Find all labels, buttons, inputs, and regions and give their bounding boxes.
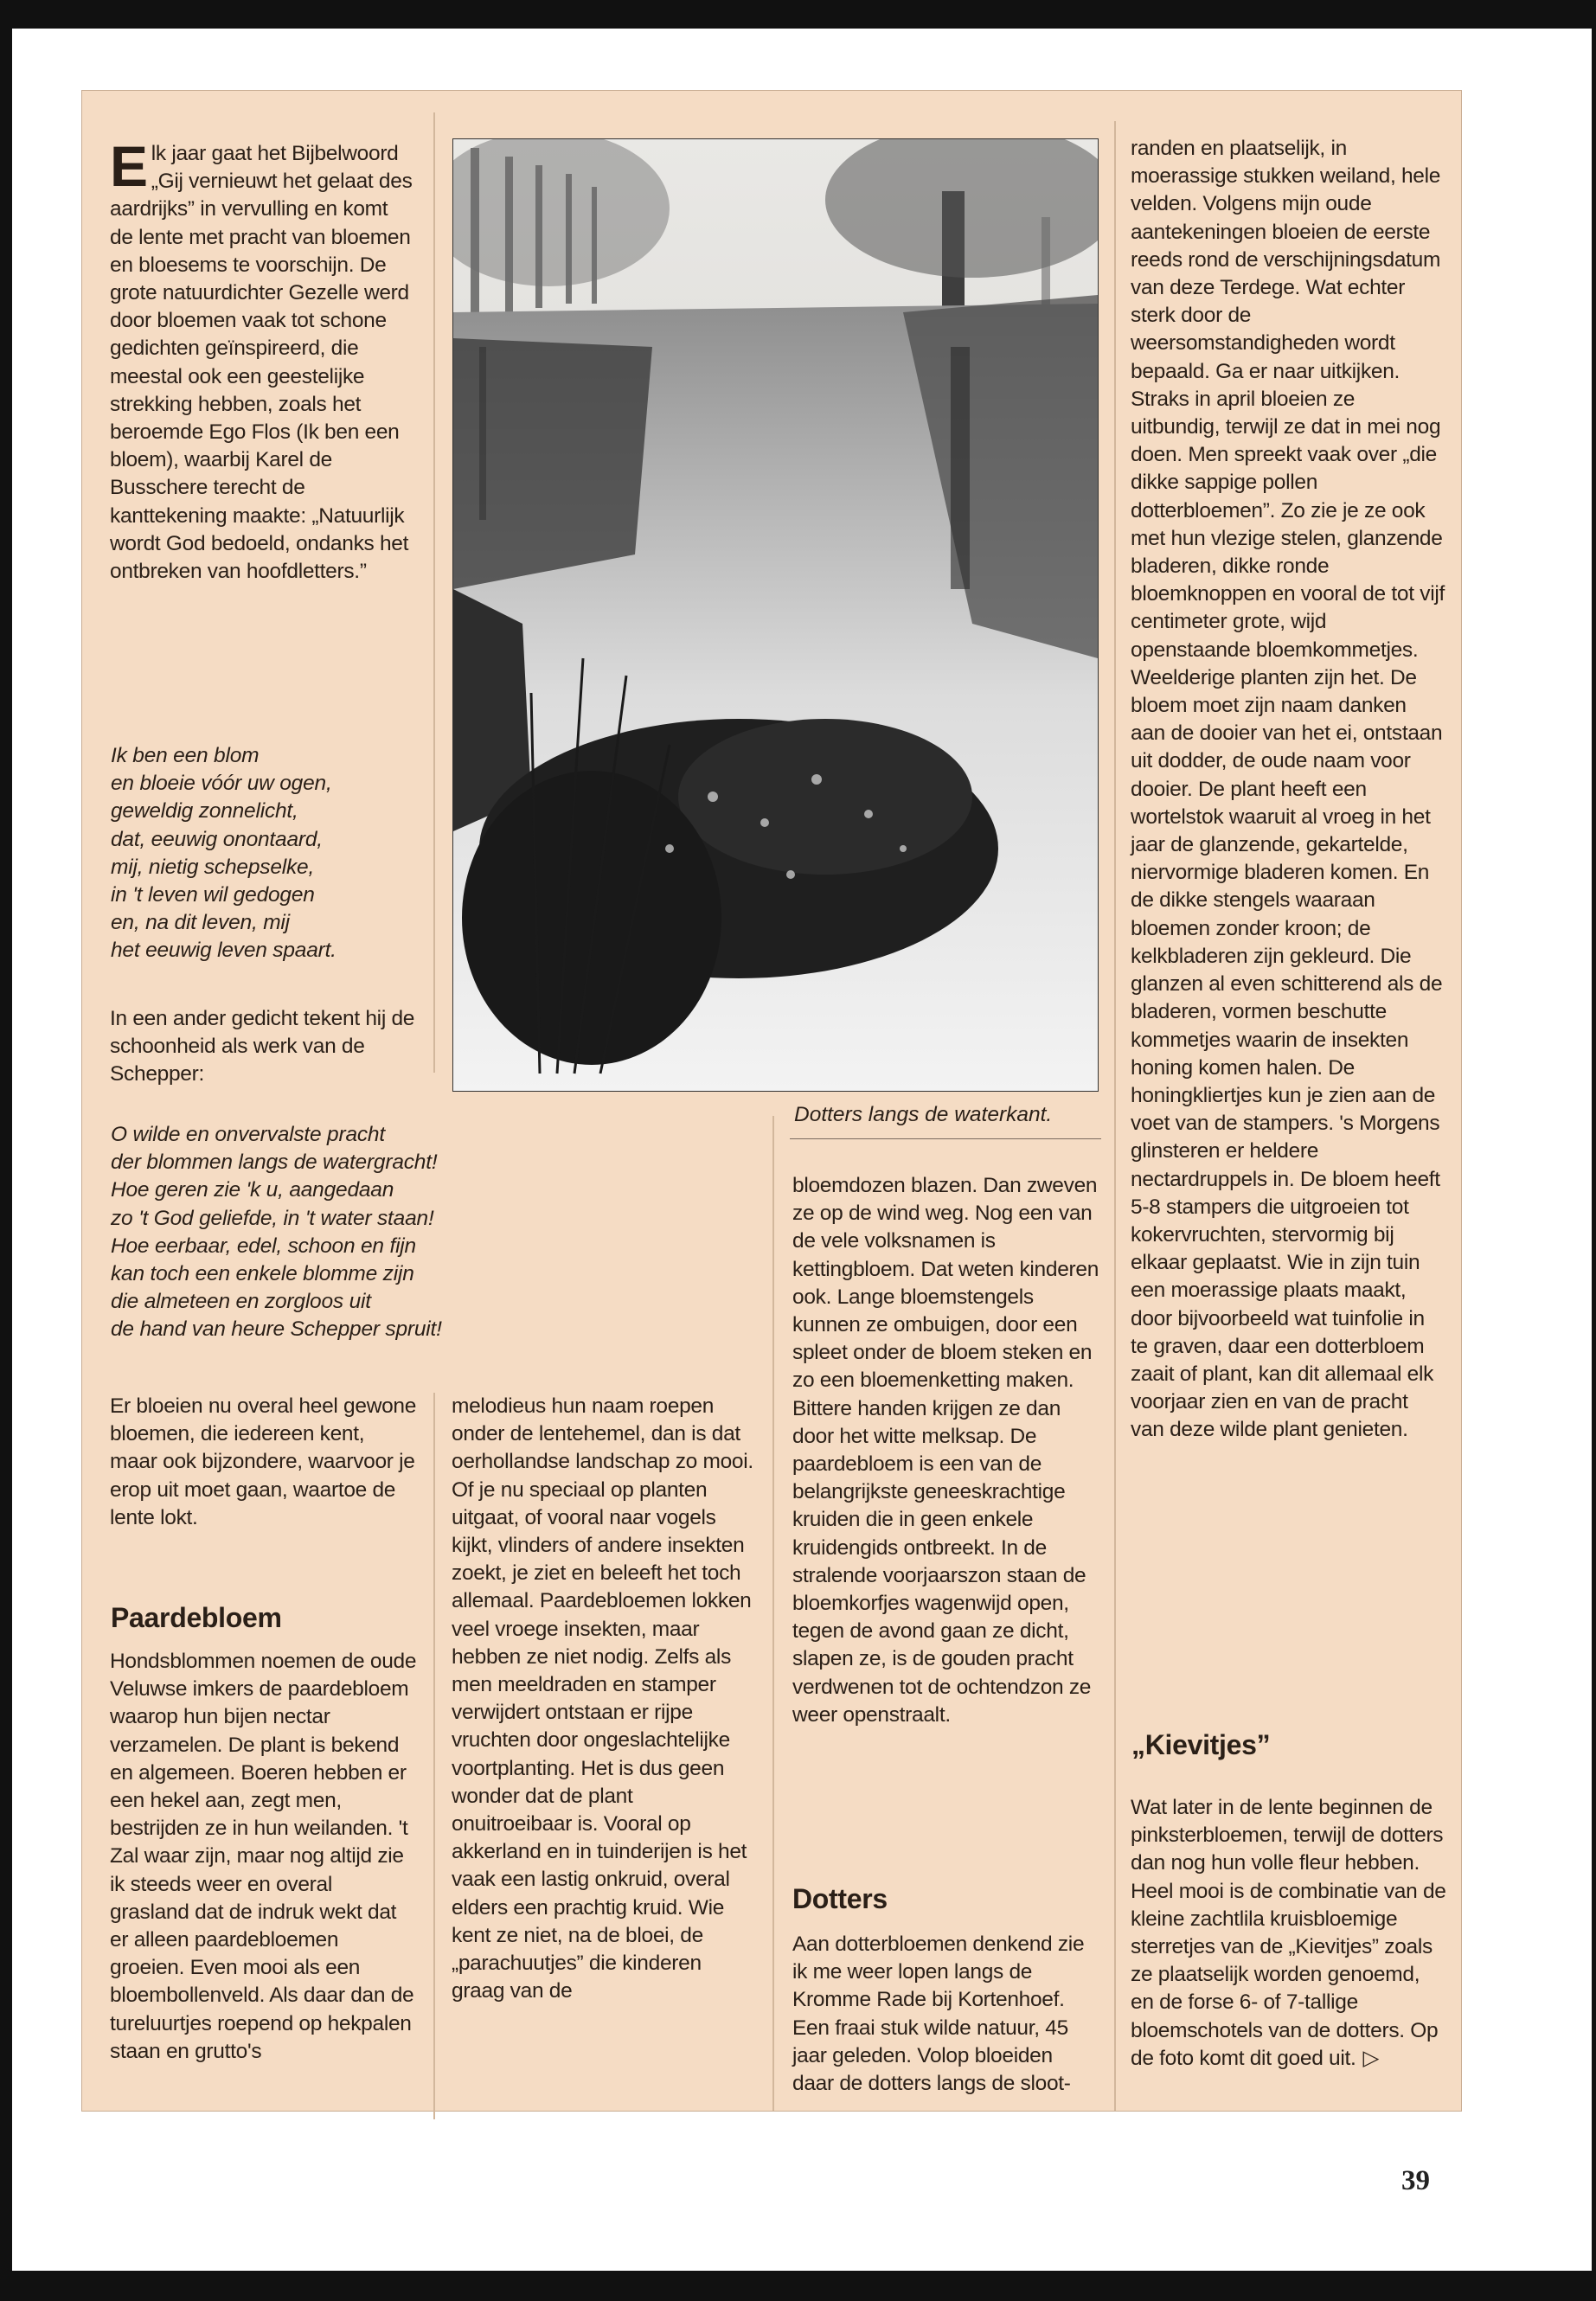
col2-text: melodieus hun naam roepen onder de lentehemel, dan is dat oerhollandse landschap zo mooi. Of je nu speciaal op planten uitgaat, of vooral naar vogels kijkt, vlinders of andere insekten zoekt, je ziet en beleeft het toch allemaal. Paardebloemen lokken veel vroege insekten, maar hebben ze niet nodig. Zelfs als men meeldraden en stamper verwijdert ontstaan er rijpe vruchten door ongeslachtelijke voortplanting. Het is dus geen wonder dat de plant onuitroeibaar is. Vooral op akkerland en in tuinderijen is het vaak een lastig onkruid, overal elders een prachtig kruid. Wie kent ze niet, na de bloei, de „parachuutjes” die kinderen graag van de — [452, 1394, 753, 2003]
poem-ego-flos — [111, 742, 422, 965]
poem-line: geweldig zonnelicht, — [111, 799, 298, 824]
heading-kievitjes: „Kievitjes” — [1131, 1729, 1271, 1760]
poem-line: der blommen langs de watergracht! — [111, 1150, 438, 1175]
paardebloem-paragraph — [110, 1648, 417, 2066]
poem-line: in 't leven wil gedogen — [111, 883, 315, 907]
poem-line: het eeuwig leven spaart. — [111, 939, 337, 963]
col2-paragraph — [452, 1393, 759, 2005]
poem-line: Hoe eerbaar, edel, schoon en fijn — [111, 1234, 416, 1258]
heading-dotters: Dotters — [792, 1883, 888, 1914]
poem-line: en bloeie vóór uw ogen, — [111, 772, 332, 796]
poem-line: Ik ben een blom — [111, 744, 260, 767]
photo-dotters — [452, 138, 1099, 1092]
col3-paragraph — [792, 1172, 1099, 1729]
poem-line: kan toch een enkele blomme zijn — [111, 1262, 414, 1286]
col1-bottom-paragraph — [110, 1393, 417, 1532]
kievitjes-text: Wat later in de lente beginnen de pinksterbloemen, terwijl de dotters dan nog hun volle fleur hebben. Heel mooi is de combinatie van de kleine zachtlila kruisbloemige sterretjes van de „Kievitjes” zoals ze plaatselijk worden genoemd, en de forse 6- of 7-tallige bloemschotels van de dotters. Op de foto komt dit goed uit. — [1131, 1796, 1446, 2070]
photo-caption: Dotters langs de waterkant. — [794, 1103, 1053, 1126]
col4-text: randen en plaatselijk, in moerassige stukken weiland, hele velden. Volgens mijn oude aantekeningen bloeien de eerste reeds rond de verschijningsdatum van deze Terdege. Wat echter sterk door de weersomstandigheden wordt bepaald. Ga er naar uitkijken. Straks in april bloeien ze uitbundig, terwijl ze dat in mei nog doen. Men spreekt vaak over „die dikke sappige pollen dotterbloemen”. Zo zie je ze ook met hun vlezige stelen, glanzende bladeren, dikke ronde bloemknoppen en vooral de tot vijf centimeter grote, wijd openstaande bloemkommetjes. Weelderige planten zijn het. De bloem moet zijn naam danken aan de dooier van het ei, ontstaan uit dodder, de oude naam voor dooier. De plant heeft een wortelstok waaruit al vroeg in het jaar de glanzende, gekartelde, niervormige bladeren komen. En de dikke stengels waaraan bloemen zonder kroon; de kelkbladeren zijn gekleurd. Die glanzen al even schitterend als de bladeren, vormen beschutte kommetjes waarin de insekten honing komen halen. De honingkliertjes kun je zien aan de voet van de stampers. 's Morgens glinsteren er heldere nectardruppels in. De bloem heeft 5-8 stampers die uitgroeien tot kokervruchten, stervormig bij elkaar geplaatst. Wie in zijn tuin een moerassige plaats maakt, door bijvoorbeeld wat tuinfolie in te graven, daar een dotterbloem zaait of plant, kan dit allemaal elk voorjaar zien en van de pracht van deze wilde plant genieten. — [1131, 137, 1445, 1442]
drop-cap: E — [110, 134, 148, 198]
col1-bottom-text: Er bloeien nu overal heel gewone bloemen, die iedereen kent, maar ook bijzondere, waarvoor je erop uit moet gaan, waartoe de lente lokt. — [110, 1394, 417, 1529]
poem-line: de hand van heure Schepper spruit! — [111, 1317, 442, 1342]
dotters-paragraph — [792, 1931, 1099, 2098]
caption-rule — [790, 1138, 1101, 1139]
poem-line: Hoe geren zie 'k u, aangedaan — [111, 1178, 394, 1202]
poem-line: en, na dit leven, mij — [111, 911, 290, 935]
paardebloem-text: Hondsblommen noemen de oude Veluwse imkers de paardebloem waarop hun bijen nectar verzamelen. De plant is bekend en algemeen. Boeren hebben er een hekel aan, zegt men, bestrijden ze in hun weilanden. 't Zal waar zijn, maar nog altijd zie ik steeds weer en overal grasland dat de indruk wekt dat er alleen paardebloemen groeien. Even mooi als een bloembollenveld. Als daar dan de tureluurtjes roepend op hekpalen staan en grutto's — [110, 1650, 417, 2063]
kievitjes-text-wrap — [1131, 1794, 1446, 2073]
continue-arrow-icon: ▷ — [1362, 2046, 1380, 2070]
col4-paragraph — [1131, 135, 1446, 1445]
bridge-paragraph — [110, 1005, 421, 1089]
poem-watergracht — [111, 1121, 785, 1344]
column-divider — [433, 1393, 435, 2119]
poem-line: dat, eeuwig onontaard, — [111, 827, 323, 851]
poem-line: zo 't God geliefde, in 't water staan! — [111, 1206, 434, 1230]
column-divider — [433, 112, 435, 1073]
kievitjes-paragraph — [1131, 1794, 1446, 2073]
poem-line: die almeteen en zorgloos uit — [111, 1290, 371, 1314]
column-divider — [1114, 121, 1116, 2111]
photo-image — [453, 139, 1098, 1091]
col3-text: bloemdozen blazen. Dan zweven ze op de wind weg. Nog een van de vele volksnamen is kettingbloem. Dat weten kinderen ook. Lange bloemstengels kunnen ze ombuigen, door een spleet onder de bloem steken en zo een bloemenketting maken. Bittere handen krijgen ze dan door het witte melksap. De paardebloem is een van de belangrijkste geneeskrachtige kruiden die in geen enkele kruidengids ontbreekt. In de stralende voorjaarszon staan de bloemkorfjes wagenwijd open, tegen de avond gaan ze dicht, slapen ze, is de gouden pracht verdwenen tot de ochtendzon ze weer openstraalt. — [792, 1174, 1099, 1727]
page-number: 39 — [1401, 2165, 1430, 2196]
dotters-text: Aan dotterbloemen denkend zie ik me weer lopen langs de Kromme Rade bij Kortenhoef. Een fraai stuk wilde natuur, 45 jaar geleden. Volop bloeiden daar de dotters langs de sloot- — [792, 1932, 1085, 2096]
poem-line: mij, nietig schepselke, — [111, 855, 315, 879]
intro-paragraph — [110, 134, 413, 586]
heading-paardebloem: Paardebloem — [111, 1602, 282, 1633]
bridge-text: In een ander gedicht tekent hij de schoonheid als werk van de Schepper: — [110, 1007, 415, 1086]
intro-text: lk jaar gaat het Bijbelwoord „Gij vernieuwt het gelaat des aardrijks” in vervulling en komt de lente met pracht van bloemen en bloesems te voorschijn. De grote natuurdichter Gezelle werd door bloemen vaak tot schone gedichten geïnspireerd, die meestal ook een geestelijke strekking hebben, zoals het beroemde Ego Flos (Ik ben een bloem), waarbij Karel de Busschere terecht de kanttekening maakte: „Natuurlijk wordt God bedoeld, ondanks het ontbreken van hoofdletters.” — [110, 142, 413, 584]
poem-line: O wilde en onvervalste pracht — [111, 1123, 385, 1146]
